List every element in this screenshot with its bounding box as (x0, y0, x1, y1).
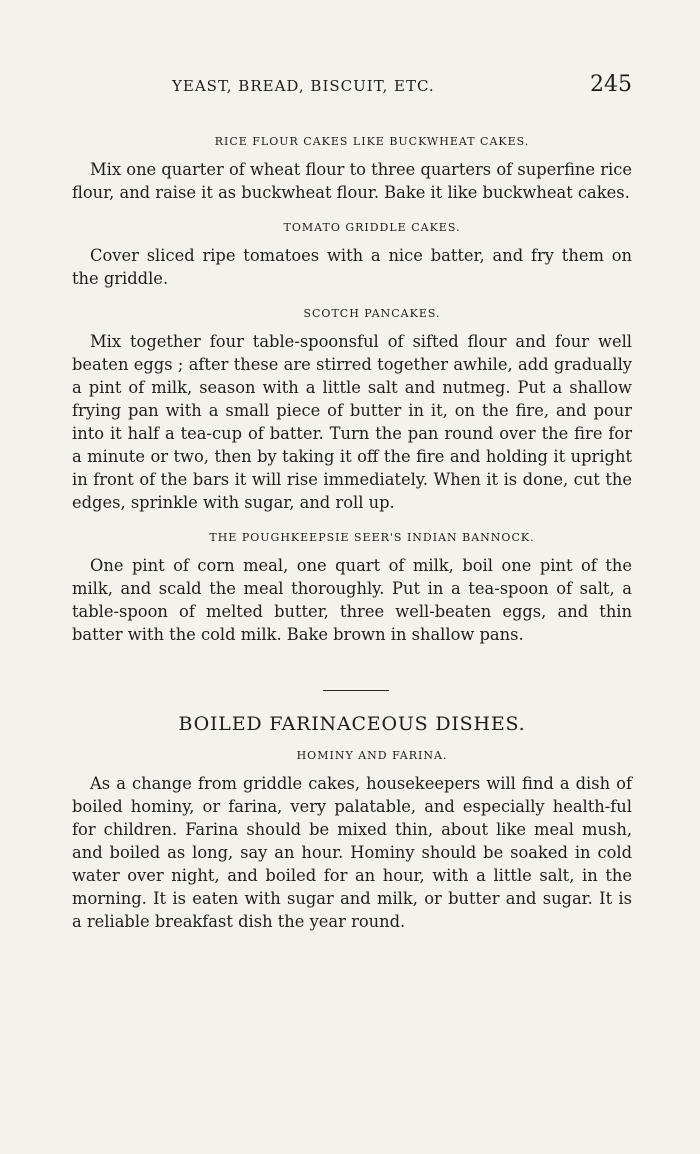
recipe-text: Mix together four table-spoonsful of sifted flour and four well beaten eggs ; after these are stirred together awhile, add gradually a pint of milk, season with a little salt and nutmeg. Put a shallow frying pan with a small piece of butter in it, on the fire, and pour into it half a tea-cup of batter. Turn the pan round over the fire for a minute or two, then by taking it off the fire and holding it upright in front of the bars it will rise immediately. When it is done, cut the edges, sprinkle with sugar, and roll up. (72, 332, 632, 512)
page-number: 245 (590, 72, 632, 97)
recipe-title: TOMATO GRIDDLE CAKES. (283, 221, 461, 234)
running-header (72, 72, 632, 97)
chapter-title: BOILED FARINACEOUS DISHES. (178, 713, 526, 735)
recipe-title: HOMINY AND FARINA. (296, 749, 448, 762)
recipe-text: As a change from griddle cakes, housekeepers will find a dish of boiled hominy, or farina, very palatable, and especially health-ful for children. Farina should be mixed thin, about like meal mush, and boiled as long, say an hour. Hominy should be soaked in cold water over night, and boiled for an hour, with a little salt, in the morning. It is eaten with sugar and milk, or butter and sugar. It is a reliable breakfast dish the year round. (72, 774, 632, 931)
running-title: YEAST, BREAD, BISCUIT, ETC. (172, 77, 435, 95)
recipe-title: SCOTCH PANCAKES. (303, 307, 441, 320)
book-page (72, 72, 632, 950)
recipe-title: THE POUGHKEEPSIE SEER'S INDIAN BANNOCK. (209, 531, 535, 544)
recipe-text: Mix one quarter of wheat flour to three quarters of superfine rice flour, and raise it as buckwheat flour. Bake it like buckwheat cakes. (72, 160, 632, 202)
recipe-text: One pint of corn meal, one quart of milk, boil one pint of the milk, and scald the meal thoroughly. Put in a tea-spoon of salt, a table-spoon of melted butter, three well-beaten eggs, and thin batter with the cold milk. Bake brown in shallow pans. (72, 556, 632, 644)
section-divider (323, 690, 389, 691)
recipe-text: Cover sliced ripe tomatoes with a nice batter, and fry them on the griddle. (72, 246, 632, 288)
recipe-title: RICE FLOUR CAKES LIKE BUCKWHEAT CAKES. (214, 135, 530, 148)
